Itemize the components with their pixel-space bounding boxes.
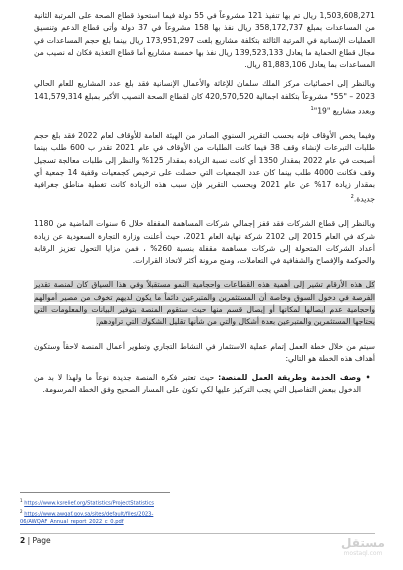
paragraph-ksrelief-stats: وبالنظر إلى احصائيات مركز الملك سلمان للإغاثة والأعمال الإنسانية فقد بلغ عدد المشاريع للعام الحالي 2023 – "55" مشروعاً بتكلفة اجمالية 420,570,520 كان لقطاع الصحة النصيب الأكبر بمبلغ 141,579,314 وبعدد مشاريع "19"$^1$ — [34, 79, 376, 116]
footer-divider — [20, 533, 375, 534]
paragraph-companies: وبالنظر إلى قطاع الشركات فقد قفز إجمالي شركات المساهمة المقفلة خلال 6 سنوات الماضية من 1180 شركة في العام 2015 إلى 2102 شركة نهاية العام 2021، حيث أعلنت وزارة التجارة السعودية عن زيادة أعداد الشركات المتحولة إلى شركات مساهمة مقفلة بنسبة 260% ، فمن مزايا التحول تعزيز الرقابة والحوكمة والإفصاح والشفافية في التعاملات، ومنح مرونة أكثر لاتخاذ القرارات. — [34, 219, 376, 266]
highlighted-text: كل هذه الأرقام تشير إلى أهمية هذه القطاعات واحجامية النمو مستقبلاً وفي هذا السياق كان لمنصة تقدير الفرصة في دخول السوق وخاصة أن المستثمرين والمتبرعين دائماً ما يكون لديهم تخوف من مصير أموالهم واحجامية عدم ايصالها لمكانها أو إيصال قسم منها حيث ستقوم المنصة بتوفير البيانات والمعلومات التي يحتاجها المستثمرين والمتبرعين بعدة أشكال والتي من شأنها تقليل الشكوك التي تراودهم. — [34, 280, 375, 327]
page-number: 2 | Page — [20, 536, 51, 545]
footnote-ref-1: 1 — [310, 106, 314, 113]
footnote-2: $^2$ https://www.awqaf.gov.sa/sites/default/files/2023-06/AWQAF_Annual_report_2022_c_0.pdf — [20, 508, 154, 526]
watermark-logo: مستقل mostaql.com — [341, 536, 385, 557]
bullet-title: وصف الخدمة وطريقة العمل للمنصة: — [218, 373, 361, 383]
footnote-1: $^1$ https://www.ksrelief.org/Statistics/ProjectStatistics — [20, 498, 154, 507]
paragraph-awqaf: وفيما يخص الأوقاف فإنه بحسب التقرير السنوي الصادر من الهيئة العامة للأوقاف لعام 2022 فقد بلغ حجم طلبات التبرعات لإنشاء وقف 38 فيما كانت الطلبات من الأوقاف في عام 2021 تقدر ب 600 طلب بينما أصبحت في عام 2022 بمقدار 1350 أي كانت نسبة الزيادة بمقدار 125% والنظر إلى طلبات معالجة تسجيل وقف فكانت 4000 طلب بينما كان عدد الجمعيات التي حصلت على ترخيص كجمعيات وقفية 14 جمعية أي بمقدار زيادة 17% عن عام 2021 وبحسب التقرير فإن سبب هذه الزيادة كانت تغطية مناطق جغرافية جديدة.$^2$ — [34, 130, 376, 204]
footnote-ref-2: 2 — [350, 194, 354, 201]
bullet-dot-icon: • — [365, 373, 371, 383]
body-text — [34, 10, 375, 397]
footnotes — [20, 492, 170, 526]
bullet-service-description — [34, 372, 375, 397]
paragraph-plan-intro: سيتم من خلال خطة العمل إتمام عملية الاستثمار في النشاط التجاري وتطوير أعمال المنصة لاحقاً وستكون أهداف هذه الخطة هو التالي: — [34, 341, 375, 363]
paragraph-importance — [34, 279, 375, 328]
bullet-body: حيث تعتبر فكرة المنصة جديدة نوعاً ما ولهذا لا بد من الدخول ببعض التفاصيل التي يجب التركيز عليها لكي تكون على المسار الصحيح وفق الخطة المرسومة. — [34, 373, 361, 395]
footnote-1-link[interactable]: https://www.ksrelief.org/Statistics/ProjectStatistics — [24, 500, 154, 507]
footnote-divider — [20, 492, 170, 493]
footnote-2-link[interactable]: https://www.awqaf.gov.sa/sites/default/files/2023-06/AWQAF_Annual_report_2022_c_0.pdf — [20, 511, 154, 526]
paragraph-sectors-aid: 1,503,608,271 ريال تم بها تنفيذ 121 مشروعاً في 55 دولة فيما استحوذ قطاع الصحة على المرتبة الثانية من المساعدات بمبلغ 358,172,737 ريال نفذ بها 158 مشروعاً في 37 دولة وأتى قطاع الدعم وتنسيق العمليات الإنسانية في المرتبة الثالثة بتكلفة مشاريع بلغت 173,951,297 ريال بينما بلغ حجم المساعدات في مجال قطاع الحماية ما يعادل 139,523,133 ريال نفذ بها خمسة مشاريع أما قطاع التغذية فكان له نصيب من المساعدات بما يعادل 81,883,106 ريال. — [34, 11, 375, 70]
